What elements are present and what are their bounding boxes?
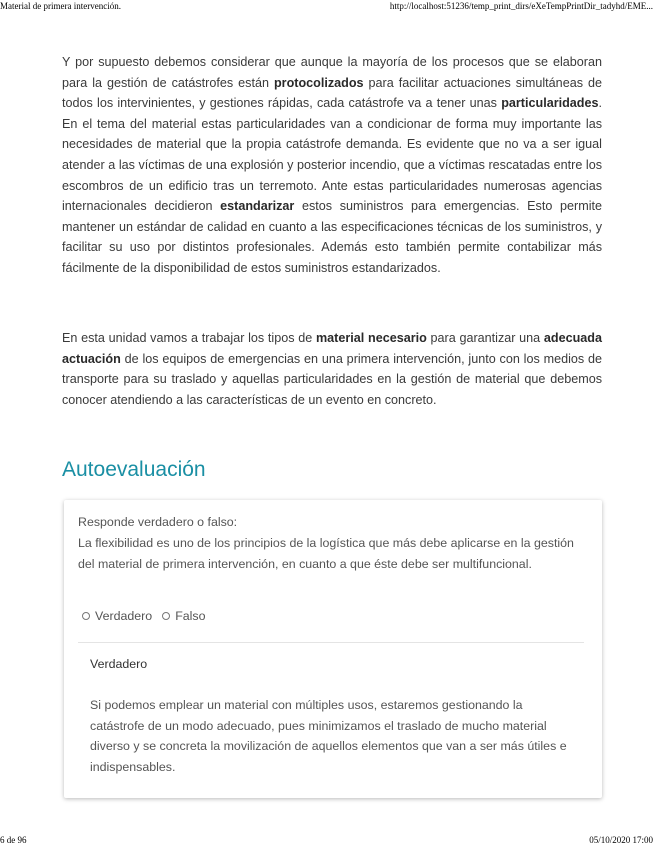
section-title-autoevaluacion: Autoevaluación	[62, 458, 206, 481]
text-run: de los equipos de emergencias en una primera intervención, junto con los medios de transporte para su traslado y aquellas particularidades en la gestión de material que debemos conocer atendiendo a las características de un evento en concreto.	[62, 351, 602, 407]
document-title: Material de primera intervención.	[0, 1, 121, 11]
print-footer	[0, 835, 655, 847]
question-text: La flexibilidad es uno de los principios de la logística que más debe aplicarse en la gestión del material de primera intervención, en cuanto a que éste debe ser multifuncional.	[78, 536, 574, 571]
answer-explanation: Si podemos emplear un material con múltiples usos, estaremos gestionando la catástrofe de un modo adecuado, pues minimizamos el traslado de mucho material diverso y se concreta la movilización de aquellos elementos que van a ser más útiles e indispensables.	[90, 698, 567, 774]
answer-title: Verdadero	[90, 657, 148, 671]
option-label: Falso	[175, 609, 206, 623]
text-run: . En el tema del material estas particularidades van a condicionar de forma muy importante las necesidades de material que la propia catástrofe demanda. Es evidente que no va a ser igual atender a las víctimas de una explosión y posterior incendio, que a víctimas rescatadas entre los escombros de un edificio tras un terremoto. Ante estas particularidades numerosas agencias internacionales decidieron	[62, 96, 602, 214]
bold-term: particularidades	[501, 96, 599, 111]
intro-paragraph	[62, 52, 602, 279]
print-header	[0, 1, 655, 13]
bold-term: material necesario	[315, 331, 427, 345]
answer-options	[82, 609, 206, 623]
unit-paragraph	[62, 328, 602, 410]
radio-button-icon[interactable]	[82, 612, 90, 620]
page-number: 6 de 96	[0, 835, 27, 845]
option-label: Verdadero	[95, 609, 153, 623]
option-verdadero[interactable]	[82, 609, 152, 623]
print-datetime: 05/10/2020 17:00	[589, 835, 653, 845]
answer-feedback	[78, 642, 584, 789]
text-run: para garantizar una	[426, 331, 544, 345]
text-run: Y por supuesto debemos considerar que aunque la mayoría de los procesos que se elaboran para la gestión de catástrofes están	[62, 55, 602, 90]
self-assessment-card	[64, 500, 602, 798]
text-run: para facilitar actuaciones simultáneas de todos los intervinientes, y gestiones rápidas, cada catástrofe va a tener unas	[62, 75, 602, 111]
bold-term: adecuada actuación	[62, 331, 603, 366]
document-url: http://localhost:51236/temp_print_dirs/eXeTempPrintDir_tadyhd/EME...	[389, 1, 653, 11]
bold-term: estandarizar	[220, 199, 295, 214]
option-falso[interactable]	[162, 609, 205, 623]
text-run: En esta unidad vamos a trabajar los tipos de	[62, 331, 316, 345]
question-block	[78, 512, 578, 575]
radio-button-icon[interactable]	[162, 612, 170, 620]
question-instruction: Responde verdadero o falso:	[78, 515, 238, 529]
text-run: estos suministros para emergencias. Esto permite mantener un estándar de calidad en cuanto a las especificaciones técnicas de los suministros, y facilitar su uso por distintos profesionales. Además esto también permite contabilizar más fácilmente de la disponibilidad de estos suministros estandarizados.	[62, 199, 602, 275]
bold-term: protocolizados	[273, 75, 364, 90]
